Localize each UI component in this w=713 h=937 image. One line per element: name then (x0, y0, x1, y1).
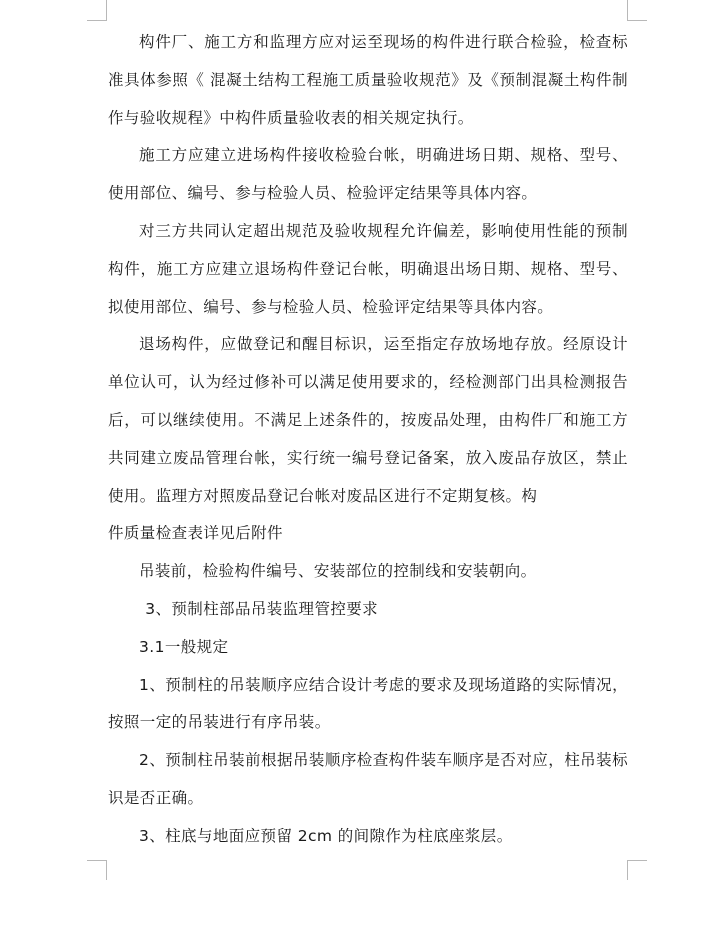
section-heading-column-hoisting: 3、预制柱部品吊装监理管控要求 (145, 599, 379, 618)
subsection-heading-general: 3.1一般规定 (139, 637, 229, 656)
paragraph-attachment-note: 件质量检查表详见后附件 (108, 524, 283, 543)
margin-mark-bottom-right (627, 860, 647, 880)
paragraph-entry-ledger: 施工方应建立进场构件接收检验台帐，明确进场日期、规格、型号、使用部位、编号、参与检验人员、检验评定结果等具体内容。 (108, 146, 628, 203)
list-item-hoisting-order: 1、预制柱的吊装顺序应结合设计考虑的要求及现场道路的实际情况，按照一定的吊装进行有序吊装。 (108, 675, 628, 732)
paragraph-return-ledger: 对三方共同认定超出规范及验收规程允许偏差，影响使用性能的预制构件，施工方应建立退场构件登记台帐，明确退出场日期、规格、型号、拟使用部位、编号、参与检验人员、检验评定结果等具体内容。 (108, 221, 628, 316)
paragraph-pre-hoisting-check: 吊装前，检验构件编号、安装部位的控制线和安装朝向。 (139, 562, 537, 581)
list-item-grout-gap: 3、柱底与地面应预留 2cm 的间隙作为柱底座浆层。 (139, 826, 513, 845)
paragraph-joint-inspection: 构件厂、施工方和监理方应对运至现场的构件进行联合检验，检查标准具体参照《 混凝土结构工程施工质量验收规范》及《预制混凝土构件制作与验收规程》中构件质量验收表的相关规定执行。 (108, 33, 628, 127)
paragraph-returned-components: 退场构件，应做登记和醒目标识，运至指定存放场地存放。经原设计单位认可，认为经过修补可以满足使用要求的，经检测部门出具检测报告后，可以继续使用。不满足上述条件的，按废品处理，由构件厂和施工方共同建立废品管理台帐，实行统一编号登记备案，放入废品存放区，禁止使用。监理方对照废品登记台帐对废品区进行不定期复核。构 (108, 335, 628, 505)
list-item-loading-order-check: 2、预制柱吊装前根据吊装顺序检查构件装车顺序是否对应，柱吊装标识是否正确。 (108, 751, 628, 807)
margin-mark-top-left (87, 0, 107, 21)
document-body (108, 24, 628, 856)
margin-mark-top-right (627, 0, 647, 21)
margin-mark-bottom-left (87, 860, 107, 880)
